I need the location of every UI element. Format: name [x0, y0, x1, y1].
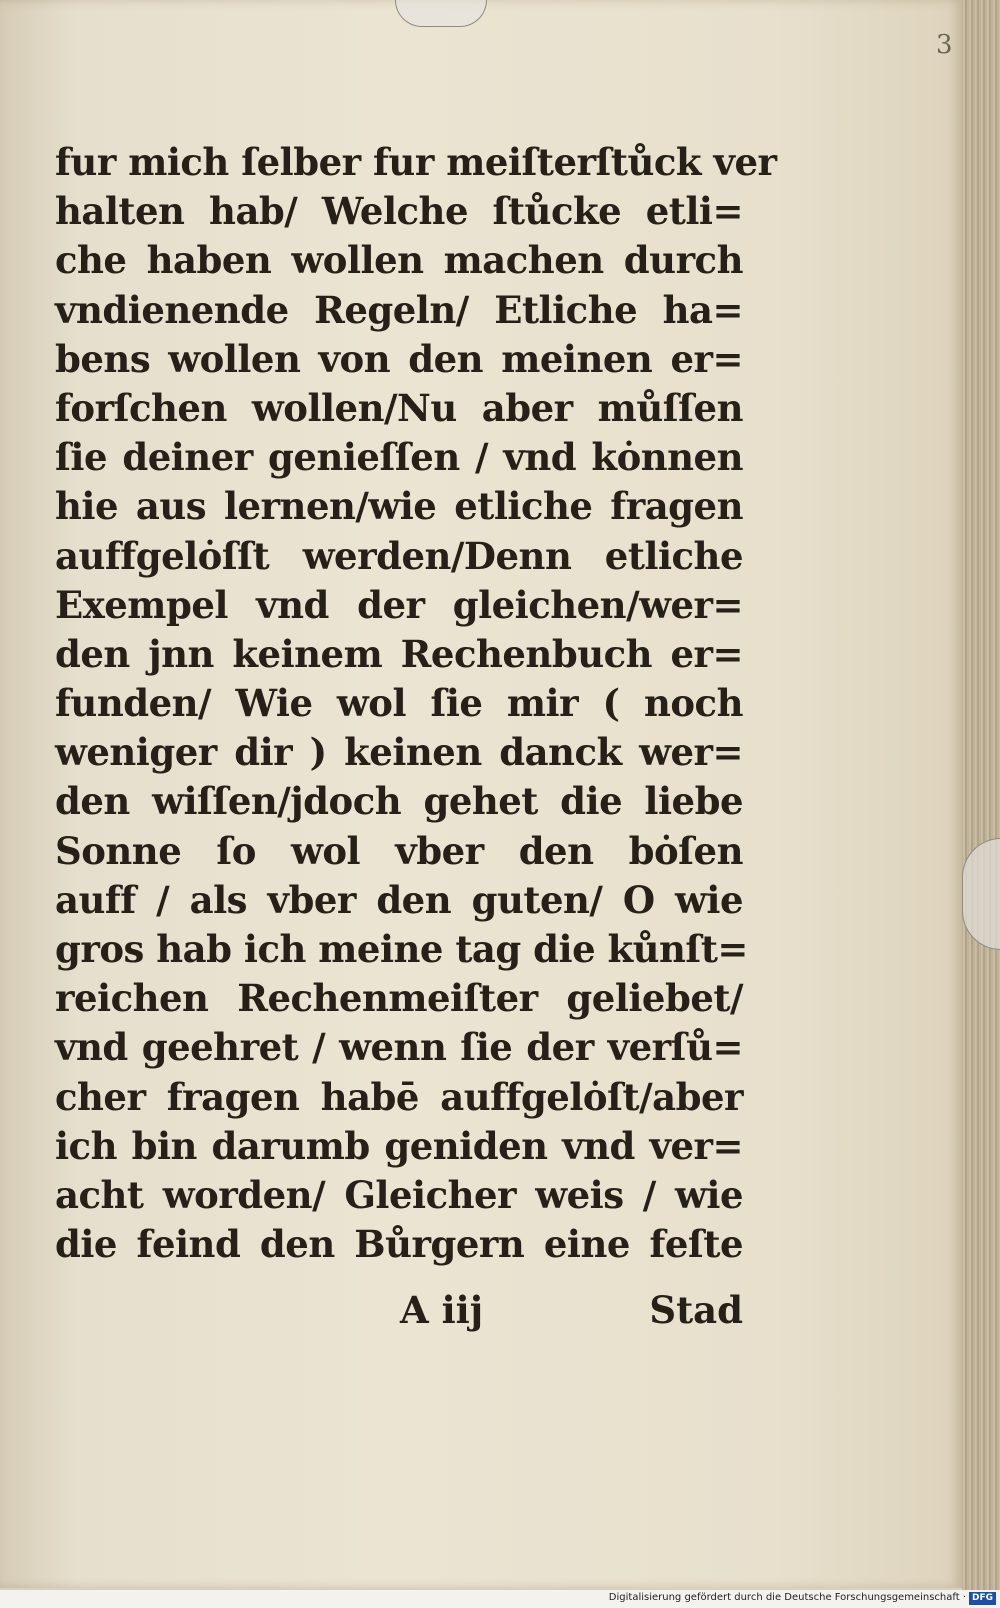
text-line: halten hab/ Welche ſtůcke etli=: [55, 189, 743, 234]
text-line: forſchen wollen/Nu aber můſſen: [55, 385, 743, 430]
text-line: Exempel vnd der gleichen/wer=: [55, 582, 743, 627]
body-text: [55, 138, 777, 1269]
text-line: ich bin darumb geniden vnd ver=: [55, 1123, 743, 1168]
text-line: gros hab ich meine tag die kůnſt=: [55, 927, 748, 971]
text-line: vnd geehret / wenn ſie der verſů=: [55, 1025, 743, 1070]
text-line: Sonne ſo wol vber den bȯſen: [55, 828, 743, 873]
page-edges: [962, 0, 1000, 1590]
text-line: weniger dir ) keinen danck wer=: [55, 730, 743, 775]
text-line: reichen Rechenmeiſter geliebet/: [55, 976, 743, 1021]
text-line: funden/ Wie wol ſie mir ( noch: [55, 681, 743, 726]
text-line: die feind den Bůrgern eine feſte: [55, 1222, 743, 1267]
text-line: auffgelȯſſt werden/Denn etliche: [55, 533, 743, 578]
text-line: cher fragen habē auffgelȯſt/aber: [55, 1074, 743, 1119]
text-line: vndienende Regeln/ Etliche ha=: [55, 287, 743, 332]
text-line: hie aus lernen/wie etliche fragen: [55, 484, 743, 529]
text-line: bens wollen von den meinen er=: [55, 336, 743, 381]
text-line: ſie deiner genieſſen / vnd kȯnnen: [55, 435, 743, 480]
text-line: fur mich ſelber fur meiſterſtůck ver: [55, 140, 777, 184]
signature-mark: A iij: [400, 1288, 484, 1332]
text-line: auff / als vber den guten/ O wie: [55, 877, 743, 922]
dfg-logo-icon: DFG: [969, 1592, 996, 1605]
text-line: den jnn keinem Rechenbuch er=: [55, 631, 743, 676]
page-footer: [55, 1288, 743, 1338]
text-line: acht worden/ Gleicher weis / wie: [55, 1172, 743, 1217]
catchword: Stad: [649, 1288, 743, 1332]
text-line: che haben wollen machen durch: [55, 238, 743, 283]
scanner-clip-top: [395, 0, 487, 27]
funding-credit: Digitalisierung gefördert durch die Deutsche Forschungsgemeinschaft ·: [608, 1592, 966, 1603]
folio-mark: 3: [936, 30, 953, 60]
credit-bar: [0, 1590, 1000, 1608]
text-line: den wiſſen/jdoch gehet die liebe: [55, 779, 743, 824]
